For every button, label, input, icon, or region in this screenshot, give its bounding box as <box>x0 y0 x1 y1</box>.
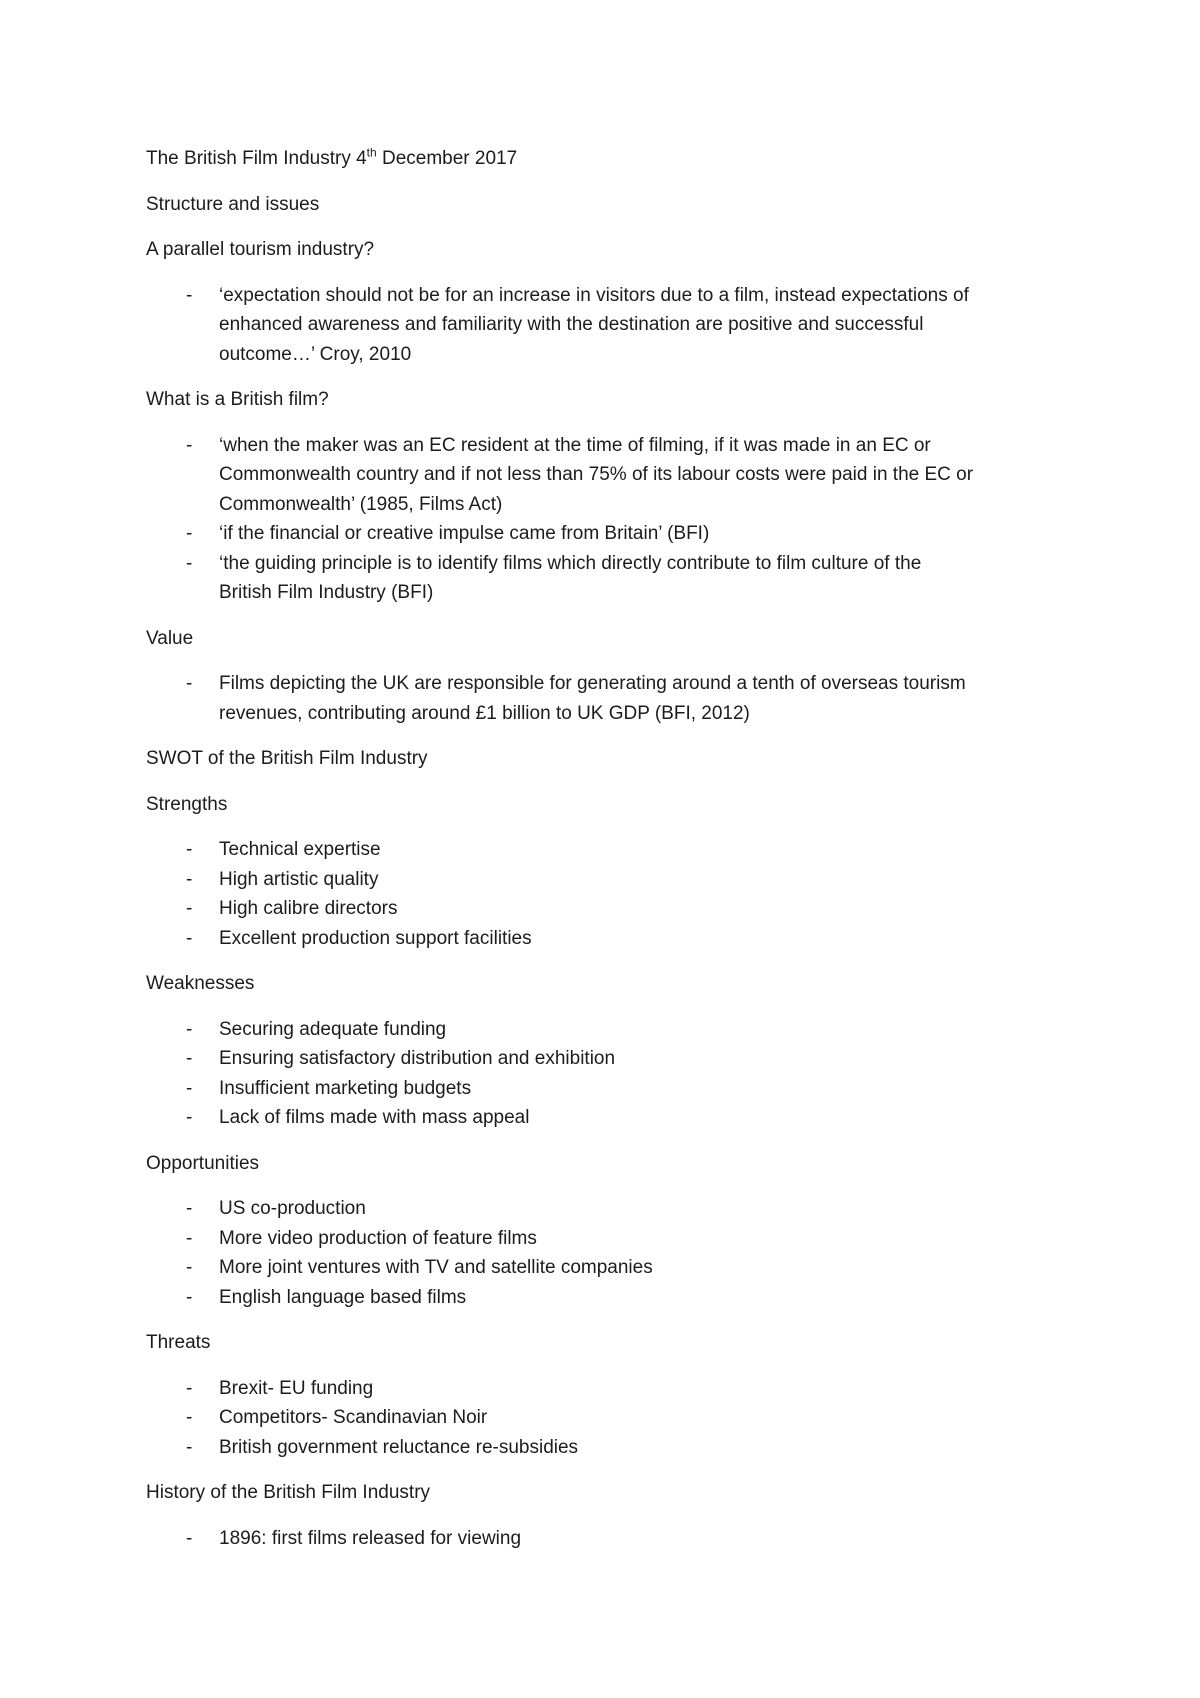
dash-bullet: - <box>186 284 193 306</box>
list-item-line: Films depicting the UK are responsible for generating around a tenth of overseas tourism <box>219 673 966 694</box>
list-item-line: Excellent production support facilities <box>219 927 532 949</box>
list-item-line: Commonwealth country and if not less than 75% of its labour costs were paid in the EC or <box>219 464 974 485</box>
list-item <box>146 281 1046 370</box>
list-item <box>146 431 1046 520</box>
dash-bullet: - <box>186 523 193 544</box>
list-item-line: More video production of feature films <box>219 1227 537 1249</box>
section-heading-structure-and-issues: Structure and issues <box>146 193 320 215</box>
list-item <box>146 1283 1046 1313</box>
list-item-line: High artistic quality <box>219 868 379 890</box>
dash-bullet: - <box>186 898 193 919</box>
list-item-line: revenues, contributing around £1 billion to UK GDP (BFI, 2012) <box>219 702 750 724</box>
list-item-line: Insufficient marketing budgets <box>219 1077 472 1099</box>
dash-bullet: - <box>186 1018 193 1040</box>
bullet-list <box>146 1015 1046 1133</box>
section-heading-opportunities: Opportunities <box>146 1152 260 1174</box>
list-item <box>146 924 1046 954</box>
list-item <box>146 549 1046 608</box>
section-heading-swot-of-the-british-film-industry: SWOT of the British Film Industry <box>146 748 428 769</box>
list-item <box>146 669 1046 728</box>
dash-bullet: - <box>186 552 193 574</box>
list-item-line: Securing adequate funding <box>219 1018 447 1040</box>
bullet-list <box>146 1374 1046 1463</box>
dash-bullet: - <box>186 1527 193 1549</box>
list-item <box>146 1044 1046 1074</box>
dash-bullet: - <box>186 1107 193 1128</box>
list-item <box>146 835 1046 865</box>
list-item <box>146 519 1046 549</box>
bullet-list <box>146 281 1046 370</box>
dash-bullet: - <box>186 1048 193 1069</box>
list-item-line: Lack of films made with mass appeal <box>219 1107 530 1128</box>
dash-bullet: - <box>186 1407 193 1428</box>
section-heading-history-of-the-british-film-industry: History of the British Film Industry <box>146 1482 431 1503</box>
list-item-line: ‘expectation should not be for an increase in visitors due to a film, instead expectations of <box>219 284 969 306</box>
list-item-line: British government reluctance re-subsidies <box>219 1436 579 1458</box>
bullet-list <box>146 431 1046 608</box>
list-item-line: US co-production <box>219 1198 366 1219</box>
list-item <box>146 865 1046 895</box>
dash-bullet: - <box>186 1286 193 1308</box>
list-item-line: ‘when the maker was an EC resident at the time of filming, if it was made in an EC or <box>219 434 931 456</box>
list-item-line: enhanced awareness and familiarity with the destination are positive and successful <box>219 314 924 335</box>
list-item-line: More joint ventures with TV and satellite companies <box>219 1257 653 1278</box>
bullet-list <box>146 1524 1046 1554</box>
list-item <box>146 1524 1046 1554</box>
document-body <box>146 144 1046 1569</box>
dash-bullet: - <box>186 673 193 694</box>
document-title <box>146 144 1046 174</box>
bullet-list <box>146 1194 1046 1312</box>
list-item-line: 1896: first films released for viewing <box>219 1527 522 1549</box>
section-heading-a-parallel-tourism-industry: A parallel tourism industry? <box>146 239 375 260</box>
list-item <box>146 1403 1046 1433</box>
dash-bullet: - <box>186 1227 193 1249</box>
list-item <box>146 1194 1046 1224</box>
dash-bullet: - <box>186 434 193 456</box>
dash-bullet: - <box>186 1077 193 1099</box>
dash-bullet: - <box>186 1377 193 1399</box>
bullet-list <box>146 669 1046 728</box>
section-heading-value: Value <box>146 627 194 649</box>
list-item-line: outcome…’ Croy, 2010 <box>219 343 412 365</box>
title-suffix: December 2017 <box>376 148 518 169</box>
list-item <box>146 1103 1046 1133</box>
list-item <box>146 1433 1046 1463</box>
section-heading-weaknesses: Weaknesses <box>146 973 255 994</box>
list-item <box>146 1374 1046 1404</box>
list-item <box>146 1015 1046 1045</box>
dash-bullet: - <box>186 839 193 860</box>
list-item <box>146 1074 1046 1104</box>
list-item <box>146 1224 1046 1254</box>
dash-bullet: - <box>186 1198 193 1219</box>
bullet-list <box>146 835 1046 953</box>
title-prefix: The British Film Industry 4 <box>146 148 367 169</box>
list-item-line: Brexit- EU funding <box>219 1377 374 1399</box>
dash-bullet: - <box>186 868 193 890</box>
section-heading-threats: Threats <box>146 1332 211 1353</box>
list-item-line: Technical expertise <box>219 839 381 860</box>
title-superscript: th <box>366 145 377 160</box>
list-item-line: ‘the guiding principle is to identify films which directly contribute to film culture of the <box>219 552 922 574</box>
section-heading-strengths: Strengths <box>146 793 228 815</box>
list-item-line: Ensuring satisfactory distribution and exhibition <box>219 1048 616 1069</box>
list-item <box>146 1253 1046 1283</box>
list-item-line: ‘if the financial or creative impulse came from Britain’ (BFI) <box>219 523 710 544</box>
list-item-line: British Film Industry (BFI) <box>219 582 434 603</box>
dash-bullet: - <box>186 1257 193 1278</box>
section-heading-what-is-a-british-film: What is a British film? <box>146 389 329 410</box>
dash-bullet: - <box>186 1436 193 1458</box>
list-item-line: Competitors- Scandinavian Noir <box>219 1407 488 1428</box>
list-item-line: Commonwealth’ (1985, Films Act) <box>219 493 503 515</box>
list-item-line: English language based films <box>219 1286 467 1308</box>
list-item <box>146 894 1046 924</box>
list-item-line: High calibre directors <box>219 898 398 919</box>
dash-bullet: - <box>186 927 193 949</box>
